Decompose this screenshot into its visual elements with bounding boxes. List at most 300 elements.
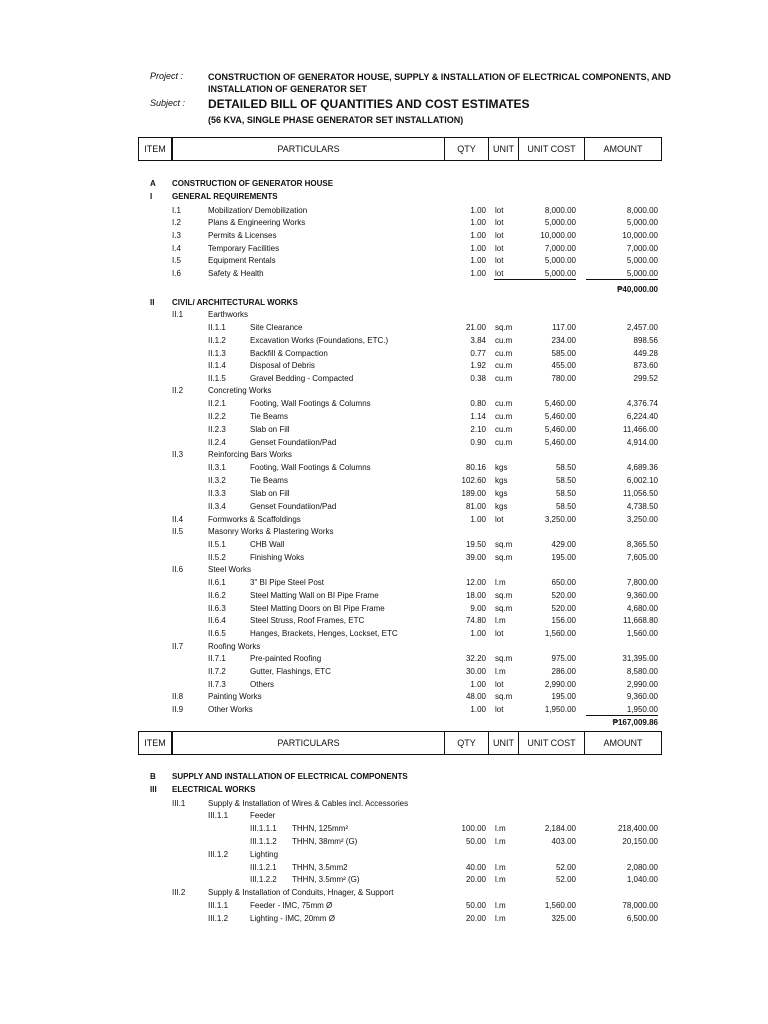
subtotal-amount: ₱167,009.86	[612, 718, 658, 727]
header-item: ITEM	[139, 138, 173, 160]
item-unit: cu.m	[495, 361, 513, 370]
item-code: II.7.1	[208, 654, 226, 663]
item-amount: 2,990.00	[626, 680, 658, 689]
item-particulars: Slab on Fill	[250, 489, 290, 498]
item-amount: 898.56	[633, 336, 658, 345]
item-amount: 10,000.00	[622, 231, 658, 240]
item-unit: kgs	[495, 489, 508, 498]
item-unit-cost: 234.00	[551, 336, 576, 345]
table-row	[0, 384, 768, 397]
item-unit: sq.m	[495, 323, 513, 332]
item-unit-cost: 2,990.00	[544, 680, 576, 689]
item-unit-cost: 286.00	[551, 667, 576, 676]
item-amount: 299.52	[633, 374, 658, 383]
item-code: I.4	[172, 244, 181, 253]
table-row	[0, 308, 768, 321]
item-qty: 50.00	[465, 837, 486, 846]
item-code: B	[150, 772, 156, 781]
item-unit-cost: 5,460.00	[544, 412, 576, 421]
item-qty: 9.00	[470, 604, 486, 613]
item-code: I.3	[172, 231, 181, 240]
item-amount: 4,680.00	[626, 604, 658, 613]
item-code: II.7.3	[208, 680, 226, 689]
item-particulars: Painting Works	[208, 692, 262, 701]
item-qty: 1.14	[470, 412, 486, 421]
table-row	[0, 423, 768, 436]
item-unit-cost: 1,560.00	[544, 901, 576, 910]
item-code: III.2	[172, 888, 186, 897]
item-particulars: Tie Beams	[250, 412, 288, 421]
table-row	[0, 538, 768, 551]
item-code: II.3.3	[208, 489, 226, 498]
item-particulars: Roofing Works	[208, 642, 261, 651]
item-code: I.5	[172, 256, 181, 265]
item-particulars: Temporary Facilities	[208, 244, 280, 253]
item-code: III.1.1	[208, 901, 229, 910]
item-amount: 7,000.00	[626, 244, 658, 253]
item-unit: lot	[495, 705, 504, 714]
item-unit-cost: 780.00	[551, 374, 576, 383]
item-unit-cost: 1,560.00	[544, 629, 576, 638]
item-particulars: Feeder - IMC, 75mm Ø	[250, 901, 333, 910]
item-particulars: Lighting	[250, 850, 279, 859]
item-particulars: Gravel Bedding - Compacted	[250, 374, 354, 383]
item-amount: 1,040.00	[626, 875, 658, 884]
item-amount: 11,466.00	[623, 425, 658, 434]
header-particulars: PARTICULARS	[173, 138, 445, 160]
item-unit: l.m	[495, 901, 506, 910]
item-code: II	[150, 298, 155, 307]
item-amount: 9,360.00	[626, 692, 658, 701]
subtotal-underline	[586, 715, 658, 716]
table-row	[0, 525, 768, 538]
item-particulars: Steel Struss, Roof Frames, ETC	[250, 616, 365, 625]
item-particulars: THHN, 38mm² (G)	[292, 837, 358, 846]
item-code: II.6	[172, 565, 184, 574]
item-amount: 4,914.00	[626, 438, 658, 447]
item-qty: 1.00	[470, 256, 486, 265]
item-unit-cost: 429.00	[551, 540, 576, 549]
item-code: I.2	[172, 218, 181, 227]
item-unit-cost: 5,000.00	[544, 218, 576, 227]
header-particulars: PARTICULARS	[173, 732, 445, 754]
item-particulars: Finishing Woks	[250, 553, 305, 562]
item-unit: cu.m	[495, 374, 513, 383]
item-particulars: Others	[250, 680, 275, 689]
table-row	[0, 665, 768, 678]
item-unit: sq.m	[495, 604, 513, 613]
item-qty: 18.00	[465, 591, 486, 600]
item-unit-cost: 156.00	[551, 616, 576, 625]
item-particulars: Earthworks	[208, 310, 249, 319]
item-code: III	[150, 785, 157, 794]
item-unit-cost: 650.00	[551, 578, 576, 587]
item-code: III.1.1.2	[250, 837, 277, 846]
item-particulars: CIVIL/ ARCHITECTURAL WORKS	[172, 298, 298, 307]
item-amount: 449.28	[633, 349, 658, 358]
item-amount: 4,376.74	[626, 399, 658, 408]
subject-subtitle: (56 KVA, SINGLE PHASE GENERATOR SET INSTALLATION)	[208, 115, 464, 125]
project-title	[208, 71, 678, 95]
table-row	[0, 216, 768, 229]
item-particulars: 3" BI Pipe Steel Post	[250, 578, 324, 587]
table-row	[0, 321, 768, 334]
item-qty: 1.92	[470, 361, 486, 370]
table-row	[0, 873, 768, 886]
item-code: II.2.3	[208, 425, 226, 434]
item-particulars: Tie Beams	[250, 476, 288, 485]
table-row	[0, 822, 768, 835]
item-code: II.6.5	[208, 629, 226, 638]
item-unit-cost: 520.00	[551, 591, 576, 600]
item-code: II.6.4	[208, 616, 226, 625]
table-row	[0, 716, 768, 729]
item-particulars: Equipment Rentals	[208, 256, 276, 265]
item-unit: lot	[495, 256, 504, 265]
item-amount: 9,360.00	[626, 591, 658, 600]
project-label: Project :	[150, 71, 184, 81]
table-row	[0, 334, 768, 347]
item-particulars: Formworks & Scaffoldings	[208, 515, 301, 524]
item-unit-cost: 7,000.00	[544, 244, 576, 253]
item-code: II.2.1	[208, 399, 226, 408]
item-qty: 0.80	[470, 399, 486, 408]
item-unit-cost: 455.00	[551, 361, 576, 370]
item-code: III.1.1.1	[250, 824, 277, 833]
item-unit: sq.m	[495, 654, 513, 663]
item-code: A	[150, 179, 156, 188]
table-row	[0, 474, 768, 487]
item-unit-cost: 117.00	[552, 323, 576, 332]
item-particulars: Site Clearance	[250, 323, 303, 332]
item-unit-cost: 58.50	[555, 463, 576, 472]
item-code: II.1.1	[208, 323, 226, 332]
item-amount: 873.60	[633, 361, 658, 370]
table-row	[0, 652, 768, 665]
item-code: II.6.2	[208, 591, 226, 600]
item-qty: 1.00	[470, 206, 486, 215]
item-qty: 1.00	[470, 269, 486, 278]
table-header-repeat	[138, 731, 662, 755]
table-row	[0, 563, 768, 576]
subject-label: Subject :	[150, 98, 186, 108]
item-amount: 5,000.00	[626, 256, 658, 265]
item-amount: 1,560.00	[626, 629, 658, 638]
item-unit: lot	[495, 629, 504, 638]
item-amount: 7,800.00	[626, 578, 658, 587]
item-unit-cost: 2,184.00	[544, 824, 576, 833]
item-qty: 2.10	[470, 425, 486, 434]
subject-title: DETAILED BILL OF QUANTITIES AND COST ESTIMATES	[208, 97, 530, 111]
item-unit: kgs	[495, 502, 508, 511]
table-row	[0, 397, 768, 410]
item-unit: kgs	[495, 463, 508, 472]
item-qty: 0.77	[470, 349, 486, 358]
item-unit: l.m	[495, 837, 506, 846]
item-unit: lot	[495, 680, 504, 689]
item-unit-cost: 5,000.00	[544, 269, 576, 278]
item-particulars: Concreting Works	[208, 386, 272, 395]
item-particulars: Masonry Works & Plastering Works	[208, 527, 334, 536]
item-code: II.1	[172, 310, 184, 319]
table-row	[0, 770, 768, 783]
table-row	[0, 835, 768, 848]
item-particulars: Steel Matting Doors on BI Pipe Frame	[250, 604, 385, 613]
item-qty: 19.50	[465, 540, 486, 549]
item-particulars: Disposal of Debris	[250, 361, 315, 370]
item-particulars: Excavation Works (Foundations, ETC.)	[250, 336, 389, 345]
item-code: I.1	[172, 206, 181, 215]
item-qty: 0.38	[470, 374, 486, 383]
item-amount: 31,395.00	[622, 654, 658, 663]
item-qty: 1.00	[470, 231, 486, 240]
item-unit: cu.m	[495, 412, 513, 421]
item-unit: l.m	[495, 914, 506, 923]
item-particulars: Plans & Engineering Works	[208, 218, 306, 227]
item-unit-cost: 975.00	[551, 654, 576, 663]
item-particulars: GENERAL REQUIREMENTS	[172, 192, 278, 201]
item-qty: 1.00	[470, 244, 486, 253]
item-amount: 6,224.40	[626, 412, 658, 421]
table-row	[0, 627, 768, 640]
item-code: II.1.3	[208, 349, 226, 358]
table-row	[0, 190, 768, 203]
item-qty: 48.00	[465, 692, 486, 701]
table-row	[0, 899, 768, 912]
item-unit: l.m	[495, 824, 506, 833]
table-row	[0, 886, 768, 899]
item-unit: sq.m	[495, 591, 513, 600]
item-particulars: CHB Wall	[250, 540, 285, 549]
item-code: II.1.2	[208, 336, 226, 345]
header-unit: UNIT	[489, 732, 519, 754]
item-unit: l.m	[495, 875, 506, 884]
item-code: II.2.4	[208, 438, 226, 447]
item-unit: lot	[495, 206, 504, 215]
table-row	[0, 359, 768, 372]
item-code: II.5.2	[208, 553, 226, 562]
item-unit: l.m	[495, 616, 506, 625]
table-row	[0, 448, 768, 461]
item-particulars: Genset Foundatiion/Pad	[250, 438, 337, 447]
item-amount: 4,738.50	[626, 502, 658, 511]
item-code: II.8	[172, 692, 184, 701]
table-row	[0, 589, 768, 602]
item-amount: 3,250.00	[626, 515, 658, 524]
item-qty: 74.80	[465, 616, 486, 625]
item-unit: cu.m	[495, 399, 513, 408]
item-amount: 6,500.00	[626, 914, 658, 923]
item-particulars: Reinforcing Bars Works	[208, 450, 292, 459]
item-code: II.3.1	[208, 463, 226, 472]
item-code: III.1.2.1	[250, 863, 277, 872]
item-code: I.6	[172, 269, 181, 278]
item-unit: lot	[495, 218, 504, 227]
item-unit-cost: 520.00	[551, 604, 576, 613]
item-particulars: Steel Matting Wall on BI Pipe Frame	[250, 591, 379, 600]
item-unit: cu.m	[495, 438, 513, 447]
item-amount: 4,689.36	[626, 463, 658, 472]
item-qty: 102.60	[461, 476, 486, 485]
item-particulars: Steel Works	[208, 565, 251, 574]
item-amount: 1,950.00	[626, 705, 658, 714]
table-row	[0, 576, 768, 589]
item-amount: 11,056.50	[623, 489, 658, 498]
item-unit: sq.m	[495, 540, 513, 549]
item-qty: 39.00	[465, 553, 486, 562]
item-particulars: Other Works	[208, 705, 253, 714]
item-unit: l.m	[495, 667, 506, 676]
item-unit-cost: 3,250.00	[544, 515, 576, 524]
item-particulars: ELECTRICAL WORKS	[172, 785, 256, 794]
item-amount: 8,365.50	[626, 540, 658, 549]
table-row	[0, 283, 768, 296]
item-code: II.2	[172, 386, 184, 395]
table-row	[0, 809, 768, 822]
item-code: II.3	[172, 450, 184, 459]
item-amount: 2,457.00	[626, 323, 658, 332]
item-particulars: CONSTRUCTION OF GENERATOR HOUSE	[172, 179, 334, 188]
item-unit: l.m	[495, 578, 506, 587]
item-code: II.7	[172, 642, 184, 651]
table-row	[0, 461, 768, 474]
item-unit: cu.m	[495, 336, 513, 345]
item-particulars: Gutter, Flashings, ETC	[250, 667, 331, 676]
item-amount: 8,580.00	[626, 667, 658, 676]
item-unit-cost: 5,460.00	[544, 425, 576, 434]
item-qty: 189.00	[461, 489, 486, 498]
item-code: II.3.4	[208, 502, 226, 511]
item-code: II.6.1	[208, 578, 226, 587]
item-unit-cost: 585.00	[551, 349, 576, 358]
item-unit-cost: 58.50	[555, 476, 576, 485]
header-amount: AMOUNT	[603, 144, 643, 154]
item-particulars: Slab on Fill	[250, 425, 290, 434]
item-code: II.1.4	[208, 361, 226, 370]
item-qty: 30.00	[465, 667, 486, 676]
item-code: III.1.2.2	[250, 875, 277, 884]
item-particulars: Supply & Installation of Wires & Cables incl. Accessories	[208, 799, 409, 808]
item-qty: 20.00	[465, 875, 486, 884]
item-particulars: Hanges, Brackets, Henges, Lockset, ETC	[250, 629, 398, 638]
item-qty: 1.00	[470, 705, 486, 714]
item-code: III.1.1	[208, 811, 229, 820]
table-row	[0, 229, 768, 242]
subtotal-amount: ₱40,000.00	[617, 285, 658, 294]
item-amount: 78,000.00	[622, 901, 658, 910]
item-unit: lot	[495, 515, 504, 524]
item-unit-cost: 195.00	[551, 553, 576, 562]
table-row	[0, 410, 768, 423]
item-amount: 7,605.00	[626, 553, 658, 562]
item-unit-cost: 5,460.00	[544, 399, 576, 408]
item-qty: 12.00	[465, 578, 486, 587]
item-particulars: Safety & Health	[208, 269, 264, 278]
item-particulars: Genset Foundatiion/Pad	[250, 502, 337, 511]
item-particulars: Backfill & Compaction	[250, 349, 328, 358]
item-unit-cost: 195.00	[551, 692, 576, 701]
project-title-line-1: CONSTRUCTION OF GENERATOR HOUSE, SUPPLY & INSTALLATION OF ELECTRICAL COMPONENTS, AND	[208, 72, 671, 82]
item-amount: 5,000.00	[626, 269, 658, 278]
item-unit: lot	[495, 244, 504, 253]
item-code: II.5	[172, 527, 184, 536]
item-particulars: SUPPLY AND INSTALLATION OF ELECTRICAL COMPONENTS	[172, 772, 408, 781]
header-unit: UNIT	[489, 138, 519, 160]
item-particulars: Footing, Wall Footings & Columns	[250, 399, 371, 408]
item-qty: 32.20	[465, 654, 486, 663]
item-amount: 5,000.00	[626, 218, 658, 227]
item-qty: 80.16	[465, 463, 486, 472]
item-qty: 40.00	[465, 863, 486, 872]
item-unit-cost: 10,000.00	[540, 231, 576, 240]
item-unit-cost: 5,460.00	[544, 438, 576, 447]
item-code: I	[150, 192, 153, 201]
table-row	[0, 783, 768, 796]
item-particulars: THHN, 3.5mm2	[292, 863, 348, 872]
item-qty: 81.00	[465, 502, 486, 511]
item-code: III.1.2	[208, 850, 229, 859]
item-amount: 11,668.80	[623, 616, 658, 625]
item-unit-cost: 52.00	[555, 875, 576, 884]
item-unit-cost: 58.50	[555, 502, 576, 511]
table-row	[0, 848, 768, 861]
item-code: III.1.2	[208, 914, 229, 923]
item-unit: lot	[495, 269, 504, 278]
item-qty: 1.00	[470, 515, 486, 524]
table-row	[0, 177, 768, 190]
table-row	[0, 912, 768, 925]
item-particulars: Pre-painted Roofing	[250, 654, 322, 663]
item-code: II.3.2	[208, 476, 226, 485]
header-amount: AMOUNT	[603, 738, 643, 748]
item-unit-cost: 1,950.00	[544, 705, 576, 714]
item-particulars: Mobilization/ Demobilization	[208, 206, 308, 215]
item-qty: 1.00	[470, 629, 486, 638]
item-code: II.1.5	[208, 374, 226, 383]
project-title-line-2: INSTALLATION OF GENERATOR SET	[208, 84, 367, 94]
item-particulars: Permits & Licenses	[208, 231, 277, 240]
item-code: III.1	[172, 799, 186, 808]
item-particulars: Footing, Wall Footings & Columns	[250, 463, 371, 472]
item-code: II.2.2	[208, 412, 226, 421]
item-qty: 20.00	[465, 914, 486, 923]
item-code: II.5.1	[208, 540, 226, 549]
item-amount: 2,080.00	[626, 863, 658, 872]
item-particulars: THHN, 125mm²	[292, 824, 349, 833]
table-row	[0, 614, 768, 627]
item-unit: l.m	[495, 863, 506, 872]
item-particulars: Feeder	[250, 811, 276, 820]
item-particulars: Lighting - IMC, 20mm Ø	[250, 914, 335, 923]
table-row	[0, 254, 768, 267]
item-code: II.4	[172, 515, 184, 524]
header-qty: QTY	[445, 138, 489, 160]
item-amount: 8,000.00	[626, 206, 658, 215]
item-unit: sq.m	[495, 692, 513, 701]
item-qty: 50.00	[465, 901, 486, 910]
table-row	[0, 500, 768, 513]
item-qty: 0.90	[470, 438, 486, 447]
item-particulars: Supply & Installation of Conduits, Hnager, & Support	[208, 888, 394, 897]
item-qty: 21.00	[465, 323, 486, 332]
item-unit: cu.m	[495, 349, 513, 358]
item-unit-cost: 58.50	[555, 489, 576, 498]
item-code: II.7.2	[208, 667, 226, 676]
item-unit: kgs	[495, 476, 508, 485]
header-qty: QTY	[445, 732, 489, 754]
item-code: II.6.3	[208, 604, 226, 613]
item-amount: 6,002.10	[626, 476, 658, 485]
